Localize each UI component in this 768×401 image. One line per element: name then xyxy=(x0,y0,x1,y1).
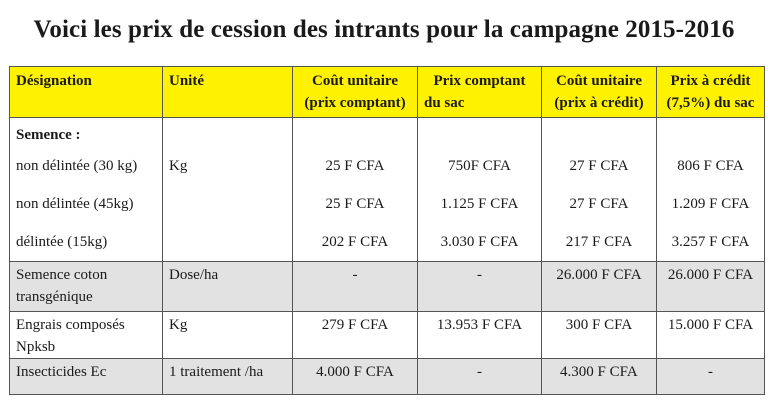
semence-cout-comptant-cell xyxy=(293,118,418,262)
semence-item-name: non délintée (45kg) xyxy=(16,196,134,212)
header-prix-comptant-sac-line1: Prix comptant xyxy=(433,73,526,89)
row-cout-credit: 300 F CFA xyxy=(542,312,657,359)
row-cout-comptant: 279 F CFA xyxy=(293,312,418,359)
price-table xyxy=(9,66,765,395)
header-cout-credit-line1: Coût unitaire xyxy=(556,73,642,89)
cell-value: 3.257 F CFA xyxy=(671,234,750,250)
row-designation: Insecticides Ec xyxy=(10,359,163,395)
row-cout-comptant: 4.000 F CFA xyxy=(293,359,418,395)
semence-cout-credit-cell xyxy=(542,118,657,262)
table-row xyxy=(10,262,765,312)
row-prix-credit-sac: 15.000 F CFA xyxy=(657,312,765,359)
cell-value: 750F CFA xyxy=(448,158,511,174)
header-cout-comptant xyxy=(293,67,418,118)
cell-value: 202 F CFA xyxy=(321,234,389,250)
cell-value: 27 F CFA xyxy=(569,158,629,174)
row-designation-line1: Semence coton xyxy=(16,267,108,283)
header-prix-credit-sac-line2: (7,5%) du sac xyxy=(666,95,755,111)
row-prix-comptant-sac: 13.953 F CFA xyxy=(418,312,542,359)
row-prix-comptant-sac: - xyxy=(418,359,542,395)
row-designation xyxy=(10,312,163,359)
header-prix-credit-sac-line1: Prix à crédit xyxy=(670,73,751,89)
cell-value: 27 F CFA xyxy=(569,196,629,212)
semence-item-name: non délintée (30 kg) xyxy=(16,158,138,174)
header-designation-label: Désignation xyxy=(16,73,92,89)
semence-unit: Kg xyxy=(169,158,188,174)
semence-unit-cell xyxy=(163,118,293,262)
semence-prix-credit-sac-cell xyxy=(657,118,765,262)
row-unit: Dose/ha xyxy=(163,262,293,312)
header-prix-comptant-sac-line2: du sac xyxy=(424,95,465,111)
header-designation xyxy=(10,67,163,118)
row-cout-comptant: - xyxy=(293,262,418,312)
row-designation-line1: Engrais composés xyxy=(16,317,125,333)
table-header-row xyxy=(10,67,765,118)
header-unite-label: Unité xyxy=(169,73,204,89)
semence-prix-comptant-sac-cell xyxy=(418,118,542,262)
semence-designation-cell xyxy=(10,118,163,262)
semence-item-name: délintée (15kg) xyxy=(16,234,108,250)
page-title: Voici les prix de cession des intrants pour la campagne 2015-2016 xyxy=(33,16,735,43)
header-cout-credit xyxy=(542,67,657,118)
row-prix-comptant-sac: - xyxy=(418,262,542,312)
row-cout-credit: 4.300 F CFA xyxy=(542,359,657,395)
header-prix-comptant-sac xyxy=(418,67,542,118)
cell-value: 3.030 F CFA xyxy=(440,234,519,250)
cell-value: 217 F CFA xyxy=(565,234,633,250)
cell-value: 1.209 F CFA xyxy=(671,196,750,212)
header-unite xyxy=(163,67,293,118)
header-cout-comptant-line2: (prix comptant) xyxy=(304,95,406,111)
semence-header: Semence : xyxy=(16,127,81,143)
table-row xyxy=(10,312,765,359)
cell-value: 1.125 F CFA xyxy=(440,196,519,212)
header-cout-comptant-line1: Coût unitaire xyxy=(312,73,398,89)
cell-value: 25 F CFA xyxy=(325,196,385,212)
cell-value: 806 F CFA xyxy=(677,158,744,174)
table-row xyxy=(10,359,765,395)
row-designation xyxy=(10,262,163,312)
row-designation-line2: Npksb xyxy=(16,339,56,355)
row-prix-credit-sac: 26.000 F CFA xyxy=(657,262,765,312)
row-prix-credit-sac: - xyxy=(657,359,765,395)
row-unit: Kg xyxy=(163,312,293,359)
table-row-semence xyxy=(10,118,765,262)
cell-value: 25 F CFA xyxy=(325,158,385,174)
header-prix-credit-sac xyxy=(657,67,765,118)
row-unit: 1 traitement /ha xyxy=(163,359,293,395)
header-cout-credit-line2: (prix à crédit) xyxy=(554,95,644,111)
row-cout-credit: 26.000 F CFA xyxy=(542,262,657,312)
row-designation-line2: transgénique xyxy=(16,289,93,305)
